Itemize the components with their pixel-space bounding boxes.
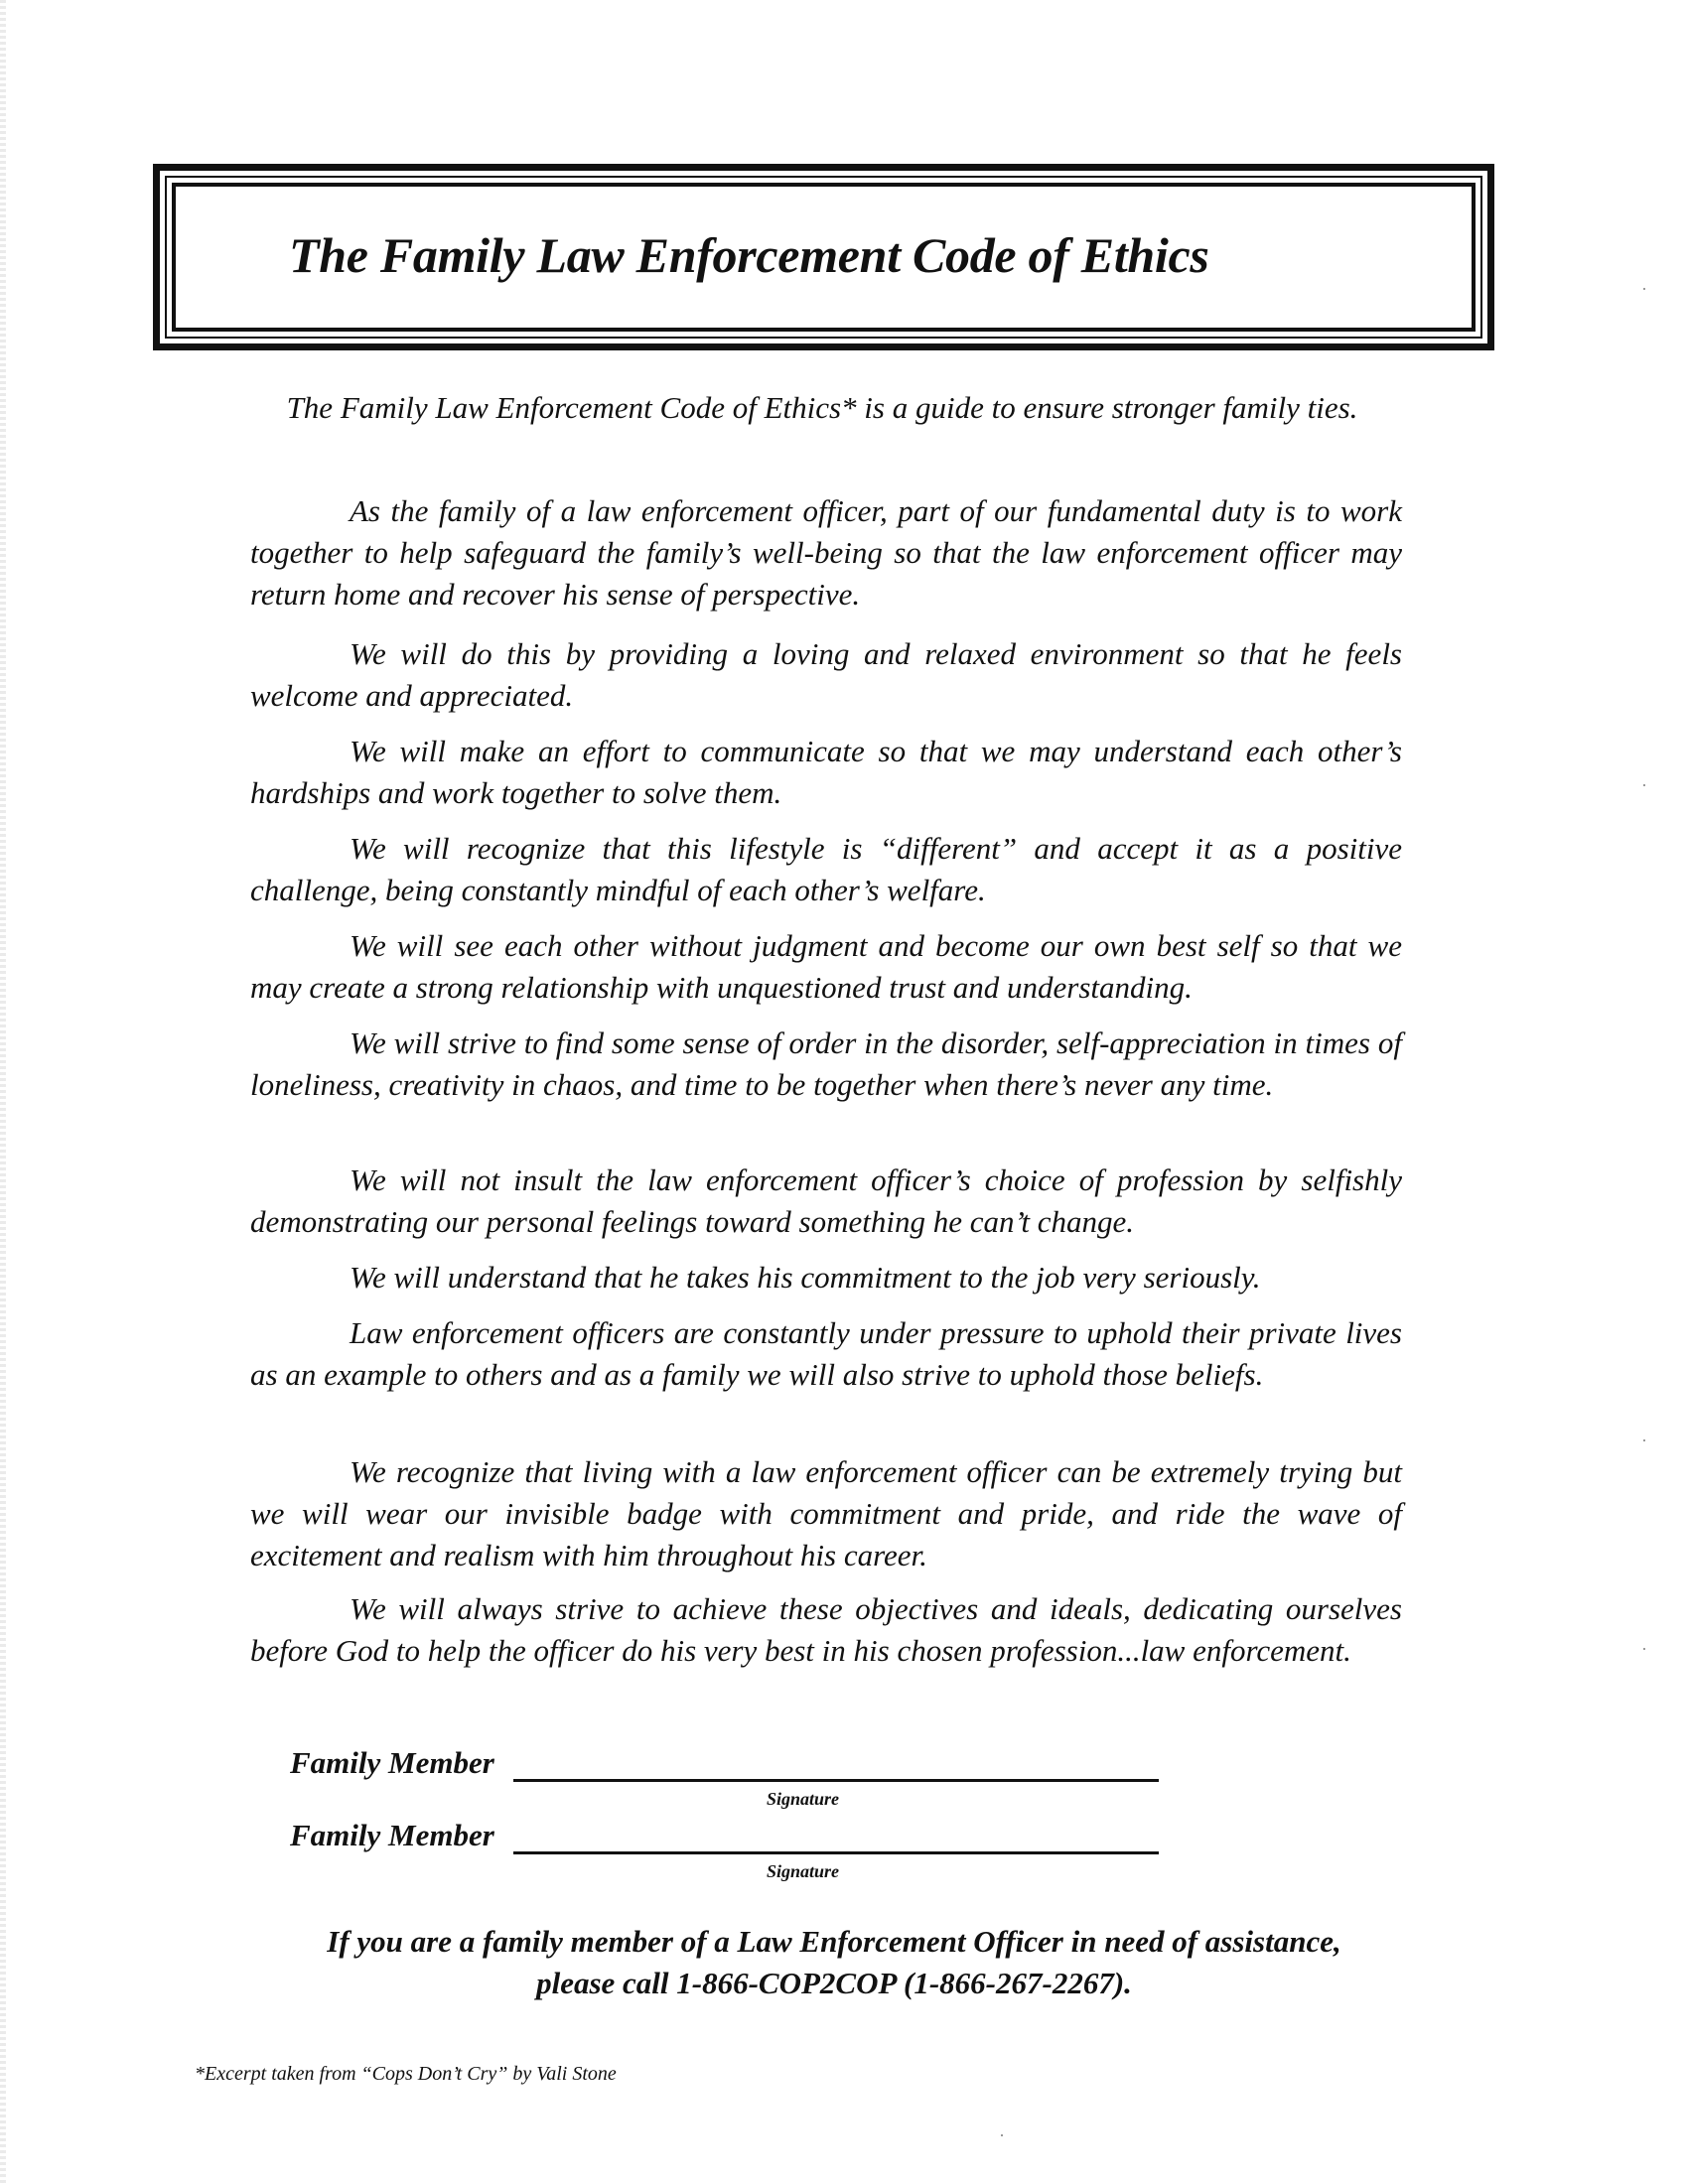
help-line-1: If you are a family member of a Law Enforcement Officer in need of assistance, — [327, 1924, 1341, 1959]
intro-text: The Family Law Enforcement Code of Ethics* is a guide to ensure stronger family ties. — [286, 390, 1358, 425]
paragraph-2: We will do this by providing a loving and relaxed environment so that he feels welcome and appreciated. — [250, 636, 1402, 713]
title-frame — [153, 164, 1494, 350]
scan-edge-artifact — [0, 0, 6, 2184]
paragraph-8: We will understand that he takes his commitment to the job very seriously. — [350, 1260, 1261, 1295]
paragraph-1: As the family of a law enforcement officer, part of our fundamental duty is to work together to help safeguard the family’s well-being so that the law enforcement officer may return home and recover his sense of perspective. — [250, 493, 1402, 612]
signature-label: Family Member — [290, 1745, 494, 1780]
help-notice — [258, 1921, 1410, 2004]
help-line-2: please call 1-866-COP2COP (1-866-267-2267). — [536, 1966, 1132, 2000]
paragraph-6: We will strive to find some sense of order in the disorder, self-appreciation in times of loneliness, creativity in chaos, and time to be together when there’s never any time. — [250, 1025, 1402, 1102]
signature-line[interactable] — [513, 1851, 1159, 1854]
paragraph-7: We will not insult the law enforcement officer’s choice of profession by selfishly demonstrating our personal feelings toward something he can’t change. — [250, 1162, 1402, 1239]
scan-speck — [1643, 288, 1645, 290]
scan-speck — [1001, 2134, 1003, 2136]
signature-caption: Signature — [767, 1861, 840, 1881]
scan-speck — [1643, 1648, 1645, 1650]
paragraph-3: We will make an effort to communicate so that we may understand each other’s hardships and work together to solve them. — [250, 734, 1402, 810]
paragraph-5: We will see each other without judgment and become our own best self so that we may create a strong relationship with unquestioned trust and understanding. — [250, 928, 1402, 1005]
scan-speck — [1643, 1439, 1645, 1441]
signature-caption: Signature — [767, 1789, 840, 1809]
scan-speck — [1643, 784, 1645, 786]
paragraph-11: We will always strive to achieve these objectives and ideals, dedicating ourselves before God to help the officer do his very best in his chosen profession...law enforcement. — [250, 1591, 1402, 1668]
paragraph-4: We will recognize that this lifestyle is “different” and accept it as a positive challenge, being constantly mindful of each other’s welfare. — [250, 831, 1402, 907]
document-title: The Family Law Enforcement Code of Ethics — [289, 227, 1209, 283]
signature-line[interactable] — [513, 1779, 1159, 1782]
signature-label: Family Member — [290, 1818, 494, 1852]
footnote: *Excerpt taken from “Cops Don’t Cry” by Vali Stone — [195, 2063, 617, 2085]
paragraph-10: We recognize that living with a law enforcement officer can be extremely trying but we will wear our invisible badge with commitment and pride, and ride the wave of excitement and realism with him throughout his career. — [250, 1454, 1402, 1572]
paragraph-9: Law enforcement officers are constantly under pressure to uphold their private lives as an example to others and as a family we will also strive to uphold those beliefs. — [250, 1315, 1402, 1392]
